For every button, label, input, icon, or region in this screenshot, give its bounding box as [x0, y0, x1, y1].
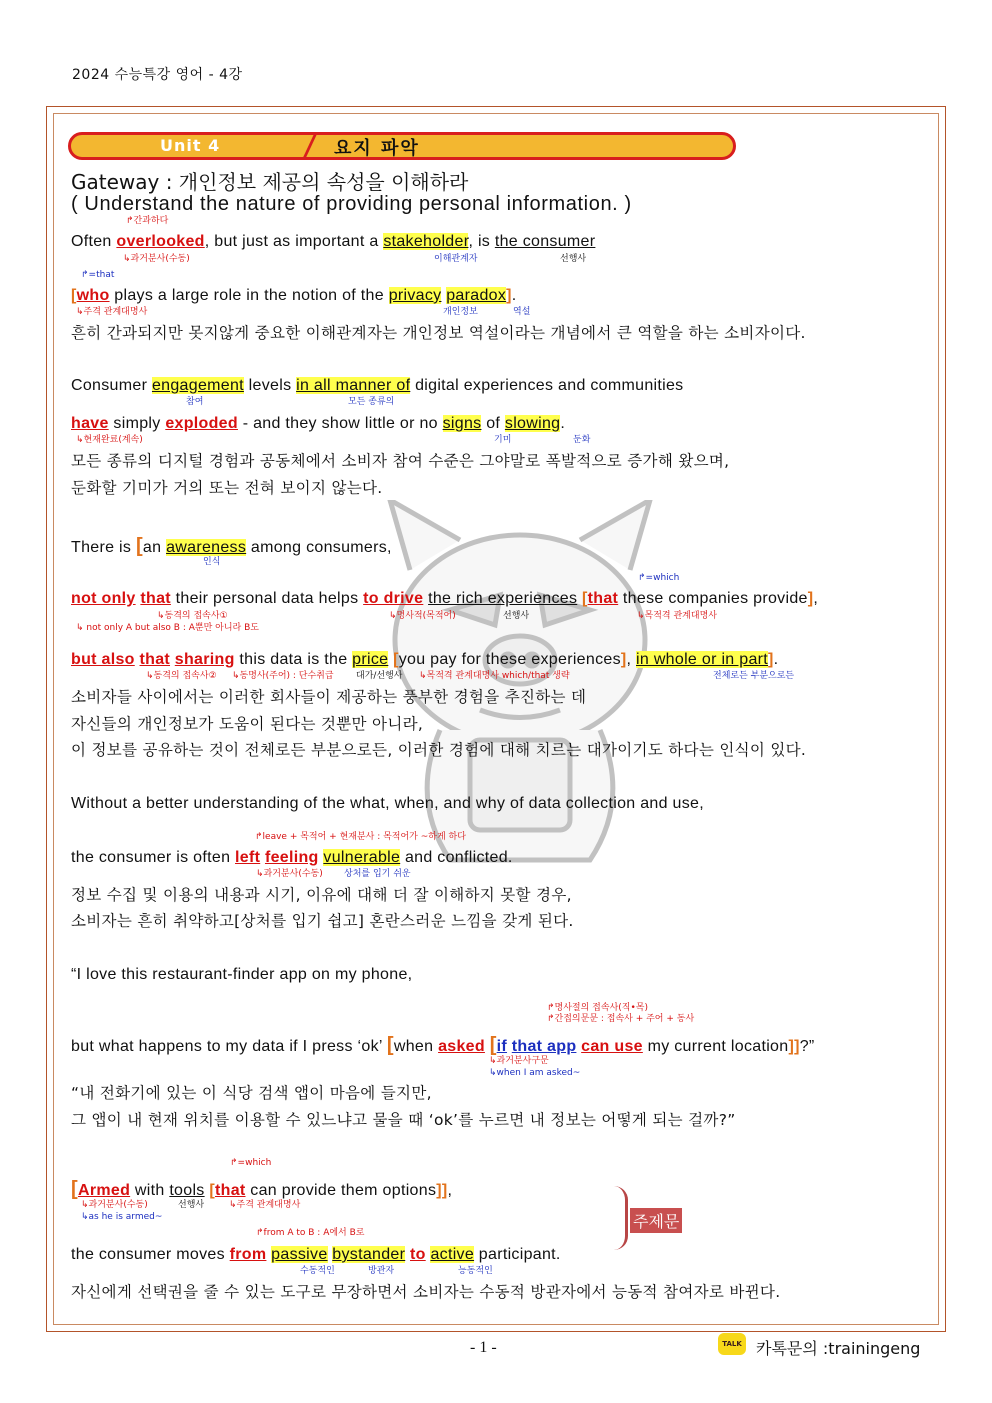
- document-header: 2024 수능특강 영어 - 4강: [72, 67, 243, 83]
- page-number: - 1 -: [470, 1339, 497, 1356]
- s6-line1: [Armed with tools [that can provide them options]],: [71, 1178, 453, 1200]
- note-stakeholder: 이해관계자: [434, 254, 478, 264]
- note-paradox: 역설: [513, 307, 531, 317]
- note-as-armed: ↳as he is armed~: [81, 1212, 163, 1222]
- note-bystander: 방관자: [368, 1266, 395, 1276]
- s5-line1: “I love this restaurant-finder app on my phone,: [71, 966, 413, 983]
- note-vulnerable: 상처를 입기 쉬운: [344, 869, 411, 879]
- s3-translation-2: 자신들의 개인정보가 도움이 된다는 것뿐만 아니라,: [71, 715, 424, 733]
- s4-translation-2: 소비자는 흔히 취약하고[상처를 입기 쉽고] 혼란스러운 느낌을 갖게 된다.: [71, 912, 574, 930]
- s1-translation: 흔히 간과되지만 못지않게 중요한 이해관계자는 개인정보 역설이라는 개념에서 큰 역할을 하는 소비자이다.: [71, 324, 806, 342]
- s4-translation-1: 정보 수집 및 이용의 내용과 시기, 이유에 대해 더 잘 이해하지 못할 경우,: [71, 886, 572, 904]
- note-price: 대가/선행사: [356, 671, 403, 681]
- s2-translation-1: 모든 종류의 디지털 경험과 공동체에서 소비자 참여 수준은 그야말로 폭발적으로 증가해 왔으며,: [71, 452, 730, 470]
- note-awareness: 인식: [203, 557, 221, 567]
- note-subject-relative-2: ↳주격 관계대명사: [229, 1200, 301, 1210]
- note-infinitive: ↳명사적(목적어): [389, 611, 456, 621]
- s3-translation-1: 소비자들 사이에서는 이러한 회사들이 제공하는 풍부한 경험을 추진하는 데: [71, 688, 587, 706]
- note-slowing: 둔화: [573, 435, 591, 445]
- footer-contact: 카톡문의 :trainingeng: [756, 1339, 921, 1358]
- note-noun-clause: ↱명사절의 접속사(직•목): [547, 1003, 648, 1013]
- unit-label: Unit 4: [160, 136, 221, 155]
- s1-line1: Often overlooked, but just as important a stakeholder, is the consumer: [71, 233, 596, 250]
- note-overlooked: ↱간과하다: [126, 216, 169, 226]
- note-appositive-1: ↳동격의 접속사①: [157, 611, 228, 621]
- note-past-participle-3: ↳과거분사(수동): [81, 1200, 148, 1210]
- note-antecedent: 선행사: [560, 254, 587, 264]
- note-not-only: ↳ not only A but also B : A뿐만 아니라 B도: [76, 623, 259, 633]
- kakaotalk-icon: TALK: [718, 1333, 746, 1355]
- s4-line2: the consumer is often left feeling vulnerable and conflicted.: [71, 849, 513, 866]
- note-indirect-question: ↱간접의문문 : 접속사 + 주어 + 동사: [547, 1014, 695, 1024]
- note-in-whole: 전체로든 부분으로든: [713, 671, 795, 681]
- note-all-manner: 모든 종류의: [348, 397, 395, 407]
- note-object-relative-omitted: ↳목적격 관계대명사 which/that 생략: [419, 671, 570, 681]
- note-which: ↱=which: [638, 573, 680, 583]
- note-appositive-2: ↳동격의 접속사②: [146, 671, 217, 681]
- s1-line2: [who plays a large role in the notion of the privacy paradox].: [71, 287, 517, 304]
- note-privacy: 개인정보: [443, 307, 478, 317]
- note-leave: ↱leave + 목적어 + 현재분사 : 목적어가 ~하게 하다: [255, 832, 466, 842]
- s3-line3: but also that sharing this data is the price [you pay for these experiences], in whole or in part].: [71, 651, 779, 668]
- s2-translation-2: 둔화할 기미가 거의 또는 전혀 보이지 않는다.: [71, 479, 383, 497]
- note-that: ↱=that: [81, 270, 115, 280]
- note-object-relative: ↳목적격 관계대명사: [637, 611, 717, 621]
- theme-brace: [612, 1186, 628, 1250]
- note-passive: 수동적인: [300, 1266, 335, 1276]
- s5-translation-2: 그 앱이 내 현재 위치를 이용할 수 있느냐고 물을 때 ‘ok’를 누르면 내 정보는 어떻게 되는 걸까?”: [71, 1111, 736, 1129]
- s2-line1: Consumer engagement levels in all manner of digital experiences and communities: [71, 377, 684, 394]
- note-engagement: 참여: [186, 397, 204, 407]
- s3-line2: not only that their personal data helps to drive the rich experiences [that these companies provide],: [71, 590, 819, 607]
- s3-line1: There is [an awareness among consumers,: [71, 535, 392, 557]
- note-from-to: ↱from A to B : A에서 B로: [256, 1228, 365, 1238]
- note-antecedent-2: 선행사: [503, 611, 530, 621]
- theme-sentence-label: 주제문: [630, 1208, 682, 1233]
- note-active: 능동적인: [458, 1266, 493, 1276]
- note-participial-construction: ↳과거분사구문: [489, 1056, 549, 1066]
- note-when-asked: ↳when I am asked~: [489, 1068, 581, 1078]
- s6-translation: 자신에게 선택권을 줄 수 있는 도구로 무장하면서 소비자는 수동적 방관자에서 능동적 참여자로 바뀐다.: [71, 1283, 781, 1301]
- s6-line2: the consumer moves from passive bystander to active participant.: [71, 1246, 561, 1263]
- note-antecedent-3: 선행사: [178, 1200, 205, 1210]
- note-present-perfect: ↳현재완료(계속): [76, 435, 143, 445]
- note-past-participle-2: ↳과거분사(수동): [256, 869, 323, 879]
- note-gerund: ↳동명사(주어) : 단수취급: [232, 671, 334, 681]
- gateway-subtitle: ( Understand the nature of providing personal information. ): [71, 193, 632, 215]
- s2-line2: have simply exploded - and they show little or no signs of slowing.: [71, 415, 566, 432]
- note-past-participle: ↳과거분사(수동): [123, 254, 190, 264]
- s5-line2: but what happens to my data if I press ‘ok’ [when asked [if that app can use my current location]]?”: [71, 1034, 815, 1056]
- s4-line1: Without a better understanding of the what, when, and why of data collection and use,: [71, 795, 704, 812]
- note-which-2: ↱=which: [230, 1158, 272, 1168]
- note-signs: 기미: [494, 435, 512, 445]
- s5-translation-1: “내 전화기에 있는 이 식당 검색 앱이 마음에 들지만,: [71, 1084, 432, 1102]
- s3-translation-3: 이 정보를 공유하는 것이 전체로든 부분으로든, 이러한 경험에 대해 치르는 대가이기도 하다는 인식이 있다.: [71, 741, 807, 759]
- gateway-title: Gateway : 개인정보 제공의 속성을 이해하라: [71, 170, 469, 194]
- unit-title: 요지 파악: [334, 138, 420, 159]
- note-subject-relative: ↳주격 관계대명사: [76, 307, 148, 317]
